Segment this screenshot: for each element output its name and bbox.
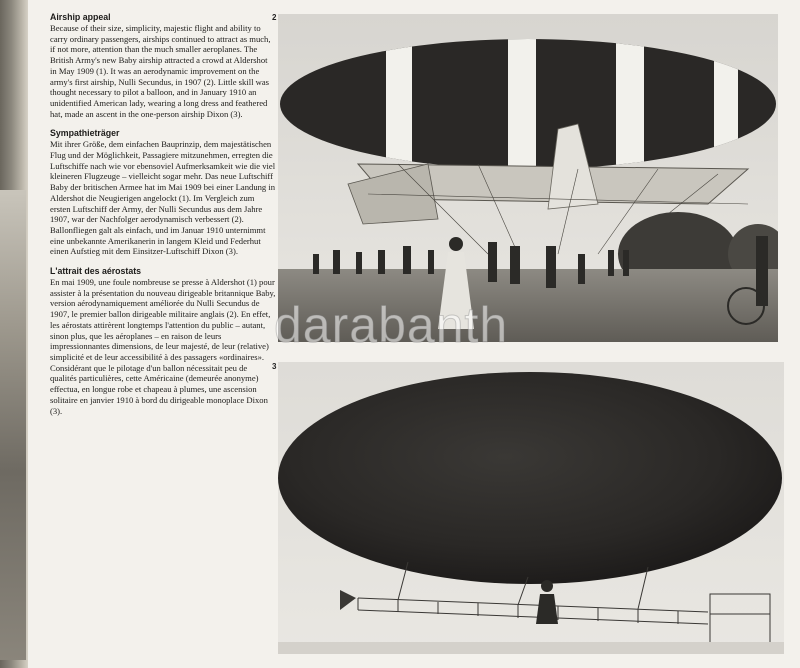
heading-german: Sympathieträger [50,128,120,139]
body-french: En mai 1909, une foule nombreuse se presse à Aldershot (1) pour assister à la présentation du nouveau dirigeable britannique Baby, version aérodynamiquement améliorée du Nulli Secundus de 1907, le premier ballon dirigeable militaire anglais (2). En effet, les aérostats attirèrent longtemps l'attention du public – autant, sinon plus, que les aéroplanes – en raison de leurs impressionnantes dimensions, de leur majesté, de leur (relative) simplicité et de leur accessibilité à des passagers «ordinaires». Considérant que le pilotage d'un ballon nécessitait peu de qualités particulières, cette Américaine (demeurée anonyme) effectua, en longue robe et chapeau à plumes, une ascension solitaire en janvier 1910 à bord du dirigeable monoplace Dixon (3). [50,277,276,416]
heading-english: Airship appeal [50,12,111,22]
body-english: Because of their size, simplicity, majestic flight and ability to carry ordinary passengers, airships continued to attract as much, if not more, attention than the much smaller aeroplanes. The British Army's new Baby airship attracted a crowd at Aldershot in May 1909 (1). It was an aerodynamic improvement on the army's first airship, Nulli Secundus, in 1907 (2). Little skill was thought necessary to pilot a balloon, and in January 1910 an unidentified American lady, wearing a long dress and feathered hat, made an ascent in the one-person airship Dixon (3). [50,23,271,119]
heading-french: L'attrait des aérostats [50,266,142,277]
body-german: Mit ihrer Größe, dem einfachen Bauprinzip, dem majestätischen Flug und der Möglichkeit, Passagiere mitzunehmen, erregten die Luftschiffe nach wie vor ebensoviel Aufmerksamkeit wie die viel kleineren Flugzeuge – vielleicht sogar mehr. Das neue Luftschiff Baby der britischen Armee hat im Mai 1909 bei einer Landung in Aldershot die Neugierigen angelockt (1). Im Vergleich zum ersten Luftschiff der Army, der Nulli Secundus aus dem Jahre 1907, war der Nachfolger aerodynamisch verbessert (2). Ballonfliegen galt als einfach, und im Januar 1910 unternimmt eine unbekannte Amerikanerin in langem Kleid und Federhut einen Aufstieg mit dem Einsitzer-Luftschiff Dixon (3). [50,139,276,257]
caption-column [50,12,276,425]
plate-number-bottom: 3 [272,362,277,371]
photo-striped-airship [278,14,778,342]
caption-french [50,266,276,416]
book-page [28,0,800,668]
adjacent-photo-fragment [0,190,26,660]
caption-english [50,12,276,119]
adjacent-page-edge [0,0,28,668]
photo-dixon-airship [278,362,784,654]
plate-number-top: 2 [272,13,277,22]
caption-german [50,128,276,257]
watermark: darabanth [274,297,509,353]
